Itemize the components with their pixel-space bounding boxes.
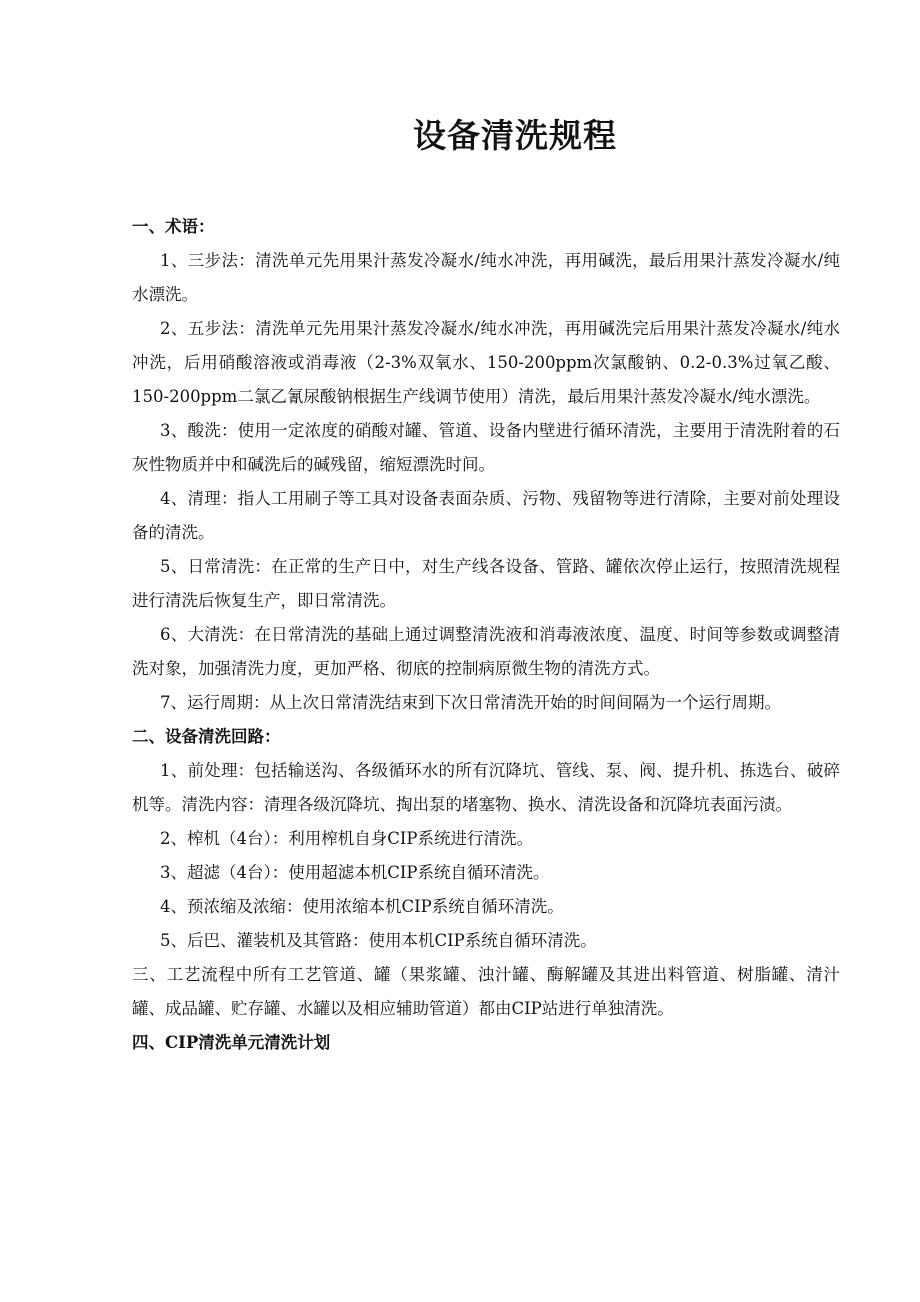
document-body: [132, 210, 840, 1060]
term-item: 6、大清洗：在日常清洗的基础上通过调整清洗液和消毒液浓度、温度、时间等参数或调整清洗对象，加强清洗力度，更加严格、彻底的控制病原微生物的清洗方式。: [132, 625, 840, 678]
circuit-item: 2、榨机（4台）：利用榨机自身CIP系统进行清洗。: [160, 829, 533, 848]
section-heading-terms: 一、术语：: [132, 217, 215, 236]
section-heading-cleaning-circuits: 二、设备清洗回路：: [132, 727, 281, 746]
term-item: 2、五步法：清洗单元先用果汁蒸发冷凝水/纯水冲洗，再用碱洗完后用果汁蒸发冷凝水/纯水冲洗，后用硝酸溶液或消毒液（2-3%双氧水、150-200ppm次氯酸钠、0.2-0.3%过氧乙酸、150-200ppm二氯乙氰尿酸钠根据生产线调节使用）清洗，最后用果汁蒸发冷凝水/纯水漂洗。: [132, 319, 840, 406]
circuit-item: 5、后巴、灌装机及其管路：使用本机CIP系统自循环清洗。: [160, 931, 597, 950]
section-heading-cip-plan: 四、CIP清洗单元清洗计划: [132, 1033, 331, 1052]
term-item: 7、运行周期：从上次日常清洗结束到下次日常清洗开始的时间间隔为一个运行周期。: [160, 693, 781, 712]
circuit-item: 4、预浓缩及浓缩：使用浓缩本机CIP系统自循环清洗。: [160, 897, 564, 916]
term-item: 3、酸洗：使用一定浓度的硝酸对罐、管道、设备内壁进行循环清洗，主要用于清洗附着的石灰性物质并中和碱洗后的碱残留，缩短漂洗时间。: [132, 421, 840, 474]
section-process-pipelines: 三、工艺流程中所有工艺管道、罐（果浆罐、浊汁罐、酶解罐及其进出料管道、树脂罐、清汁罐、成品罐、贮存罐、水罐以及相应辅助管道）都由CIP站进行单独清洗。: [132, 965, 840, 1018]
document-title: 设备清洗规程: [413, 116, 617, 155]
term-item: 4、清理：指人工用刷子等工具对设备表面杂质、污物、残留物等进行清除，主要对前处理设备的清洗。: [132, 489, 840, 542]
circuit-item: 1、前处理：包括输送沟、各级循环水的所有沉降坑、管线、泵、阀、提升机、拣选台、破碎机等。清洗内容：清理各级沉降坑、掏出泵的堵塞物、换水、清洗设备和沉降坑表面污渍。: [132, 761, 840, 814]
circuit-item: 3、超滤（4台）：使用超滤本机CIP系统自循环清洗。: [160, 863, 550, 882]
term-item: 5、日常清洗：在正常的生产日中，对生产线各设备、管路、罐依次停止运行，按照清洗规程进行清洗后恢复生产，即日常清洗。: [132, 557, 840, 610]
term-item: 1、三步法：清洗单元先用果汁蒸发冷凝水/纯水冲洗，再用碱洗，最后用果汁蒸发冷凝水/纯水漂洗。: [132, 251, 840, 304]
